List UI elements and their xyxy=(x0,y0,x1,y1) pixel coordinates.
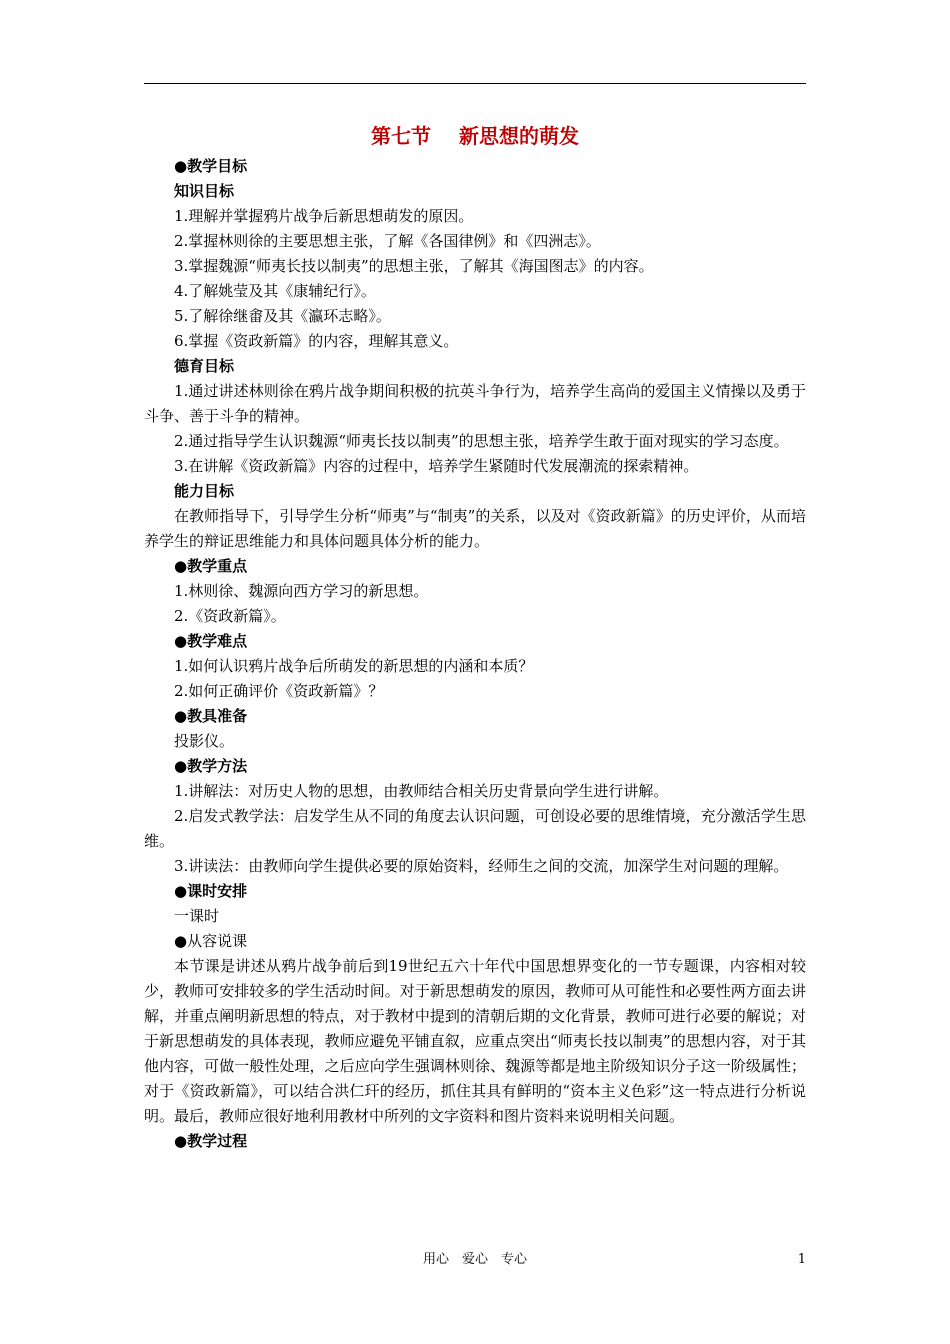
section-heading-lesson-talk: ●从容说课 xyxy=(174,932,248,950)
paragraph: 3.讲读法：由教师向学生提供必要的原始资料，经师生之间的交流，加深学生对问题的理解。 xyxy=(174,857,789,875)
list-item: 6.掌握《资政新篇》的内容，理解其意义。 xyxy=(174,332,459,350)
paragraph: 本节课是讲述从鸦片战争前后到19世纪五六十年代中国思想界变化的一节专题课，内容相对较少，教师可安排较多的学生活动时间。对于新思想萌发的原因，教师可从可能性和必要性两方面去讲解，并重点阐明新思想的特点，对于教材中提到的清朝后期的文化背景，教师可进行必要的解说；对于新思想萌发的具体表现，教师应避免平铺直叙，应重点突出“师夷长技以制夷”的思想内容，对于其他内容，可做一般性处理，之后应向学生强调林则徐、魏源等都是地主阶级知识分子这一阶级属性；对于《资政新篇》，可以结合洪仁玕的经历，抓住其具有鲜明的“资本主义色彩”这一特点进行分析说明。最后，教师应很好地利用教材中所列的文字资料和图片资料来说明相关问题。 xyxy=(144,957,806,1125)
title-section-number: 第七节 xyxy=(371,124,431,148)
title-text: 新思想的萌发 xyxy=(459,124,579,148)
section-heading-difficulties: ●教学难点 xyxy=(174,632,248,650)
paragraph: 一课时 xyxy=(174,907,220,925)
list-item: 2.掌握林则徐的主要思想主张，了解《各国律例》和《四洲志》。 xyxy=(174,232,601,250)
footer-motto: 用心 爱心 专心 xyxy=(422,1252,527,1267)
paragraph: 1.通过讲述林则徐在鸦片战争期间积极的抗英斗争行为，培养学生高尚的爱国主义情操以及勇于斗争、善于斗争的精神。 xyxy=(144,382,806,425)
subheading-ability: 能力目标 xyxy=(174,482,235,500)
document-body xyxy=(144,120,806,1154)
paragraph: 3.在讲解《资政新篇》内容的过程中，培养学生紧随时代发展潮流的探索精神。 xyxy=(174,457,699,475)
list-item: 2.如何正确评价《资政新篇》？ xyxy=(174,682,384,700)
header-rule xyxy=(144,83,806,84)
section-heading-schedule: ●课时安排 xyxy=(174,882,248,900)
list-item: 3.掌握魏源“师夷长技以制夷”的思想主张，了解其《海国图志》的内容。 xyxy=(174,257,654,275)
list-item: 2.《资政新篇》。 xyxy=(174,607,286,625)
section-heading-goals: ●教学目标 xyxy=(174,157,248,175)
paragraph: 2.通过指导学生认识魏源“师夷长技以制夷”的思想主张，培养学生敢于面对现实的学习态度。 xyxy=(174,432,789,450)
paragraph: 在教师指导下，引导学生分析“师夷”与“制夷”的关系，以及对《资政新篇》的历史评价，从而培养学生的辩证思维能力和具体问题具体分析的能力。 xyxy=(144,507,806,550)
page-title xyxy=(144,120,806,152)
section-heading-process: ●教学过程 xyxy=(174,1132,248,1150)
section-heading-methods: ●教学方法 xyxy=(174,757,248,775)
list-item: 1.如何认识鸦片战争后所萌发的新思想的内涵和本质？ xyxy=(174,657,534,675)
list-item: 5.了解徐继畬及其《瀛环志略》。 xyxy=(174,307,391,325)
list-item: 1.林则徐、魏源向西方学习的新思想。 xyxy=(174,582,429,600)
paragraph: 投影仪。 xyxy=(174,732,235,750)
section-heading-key-points: ●教学重点 xyxy=(174,557,248,575)
paragraph: 1.讲解法：对历史人物的思想，由教师结合相关历史背景向学生进行讲解。 xyxy=(174,782,669,800)
section-heading-tools: ●教具准备 xyxy=(174,707,248,725)
page-footer xyxy=(0,1250,950,1270)
list-item: 1.理解并掌握鸦片战争后新思想萌发的原因。 xyxy=(174,207,474,225)
page-number: 1 xyxy=(797,1252,806,1267)
subheading-moral: 德育目标 xyxy=(174,357,235,375)
subheading-knowledge: 知识目标 xyxy=(174,182,235,200)
paragraph: 2.启发式教学法：启发学生从不同的角度去认识问题，可创设必要的思维情境，充分激活学生思维。 xyxy=(144,807,806,850)
list-item: 4.了解姚莹及其《康辅纪行》。 xyxy=(174,282,376,300)
